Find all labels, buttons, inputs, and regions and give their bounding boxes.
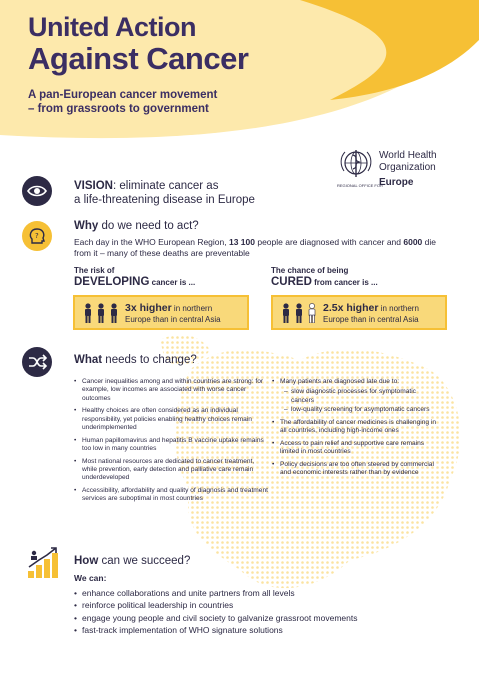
list-item: • The affordability of cancer medicines is challenging in all countries, including high-income ones: [272, 419, 437, 436]
cure-title-big: CURED: [271, 275, 312, 288]
why-diagnosed-count: 13 100: [228, 237, 255, 247]
risk-title-end: cancer is ...: [149, 277, 196, 287]
head-question-icon: [22, 221, 52, 251]
sub-list-item: – slow diagnostic processes for symptomatic cancers: [284, 388, 437, 405]
people-icon: [83, 303, 121, 323]
subtitle-line-1: A pan-European cancer movement: [28, 89, 218, 101]
risk-stat-bold: 3x higher: [125, 302, 172, 314]
why-heading: [74, 220, 199, 232]
cure-title-small: The chance of being: [271, 266, 349, 275]
title-line-1: United Action: [28, 12, 196, 42]
list-item: • Cancer inequalities among and within countries are strong: for example, low incomes are associated with worse cancer outcomes: [74, 378, 270, 403]
svg-text:?: ?: [35, 232, 39, 240]
what-heading-rest: needs to change?: [102, 354, 197, 366]
people-icon: [281, 303, 319, 323]
cure-stat-rest-1: in northern: [378, 304, 419, 313]
vision-text-line-2: a life-threatening disease in Europe: [74, 194, 255, 207]
growth-chart-icon: [26, 545, 60, 579]
late-diagnosis-intro: Many patients are diagnosed late due to:: [280, 378, 400, 385]
list-item: • engage young people and civil society to galvanize grassroot movements: [74, 612, 357, 624]
how-heading: [74, 555, 190, 567]
late-diagnosis-sublist: [284, 388, 437, 414]
list-item: • Policy decisions are too often steered by commercial and economic interests rather than by evidence: [272, 461, 437, 478]
why-body: [74, 237, 454, 259]
list-item: [272, 378, 437, 415]
what-heading: [74, 354, 197, 366]
cure-stat-text: [323, 302, 443, 324]
who-emblem-icon: [337, 147, 375, 179]
vision-label: VISION: [74, 180, 113, 192]
who-name-line-1: World Health: [379, 150, 437, 161]
why-body-part-1: Each day in the WHO European Region,: [74, 237, 229, 247]
who-region: Europe: [379, 177, 414, 188]
list-item: • Accessibility, affordability and quality of diagnosis and treatment services are suboptimal in most countries: [74, 487, 270, 504]
page-subtitle: [28, 88, 308, 117]
risk-stat-text: [125, 302, 245, 324]
cure-stat-box: [271, 295, 447, 330]
list-item: • enhance collaborations and unite partners from all levels: [74, 587, 357, 599]
what-right-list: [272, 378, 437, 481]
list-item: • reinforce political leadership in countries: [74, 599, 357, 611]
risk-title-small: The risk of: [74, 266, 115, 275]
how-heading-bold: How: [74, 555, 99, 567]
cure-stat-bold: 2.5x higher: [323, 302, 379, 314]
vision-statement: [74, 179, 304, 208]
risk-stat-rest-2: Europe than in central Asia: [125, 314, 221, 324]
title-line-2: Against Cancer: [28, 41, 249, 76]
why-body-part-3: die from it – many of these deaths are preventable: [74, 237, 437, 259]
why-heading-bold: Why: [74, 220, 99, 232]
vision-eye-icon: [22, 176, 52, 206]
risk-stat-box: [73, 295, 249, 330]
list-item: • Human papillomavirus and hepatitis B vaccine uptake remains too low in many countries: [74, 437, 270, 454]
risk-title: [74, 266, 195, 289]
how-intro: We can:: [74, 573, 107, 583]
how-heading-rest: can we succeed?: [98, 555, 191, 567]
vision-text-line-1: : eliminate cancer as: [112, 180, 219, 192]
what-heading-bold: What: [74, 354, 103, 366]
risk-title-big: DEVELOPING: [74, 275, 150, 288]
who-logo: [337, 147, 462, 191]
why-death-count: 6000: [403, 237, 423, 247]
list-item: • Access to pain relief and supportive care remains limited in most countries: [272, 440, 437, 457]
list-item: • Most national resources are dedicated to cancer treatment, while prevention, early detection and palliative care remain underdeveloped: [74, 458, 270, 483]
list-item: • fast-track implementation of WHO signature solutions: [74, 624, 357, 636]
list-item: • Healthy choices are often considered as an individual responsibility, yet policies enabling healthy choices remain underimplemented: [74, 407, 270, 432]
who-name: [379, 150, 469, 174]
why-body-part-2: people are diagnosed with cancer and: [254, 237, 404, 247]
risk-stat-rest-1: in northern: [171, 304, 213, 313]
subtitle-line-2: – from grassroots to government: [28, 103, 209, 116]
sub-list-item: – low-quality screening for asymptomatic cancers: [284, 406, 437, 414]
why-heading-rest: do we need to act?: [98, 220, 199, 232]
shuffle-icon: [22, 347, 52, 377]
cure-title-end: from cancer is ...: [311, 277, 378, 287]
who-regional-office: REGIONAL OFFICE FOR: [337, 183, 383, 188]
how-list: [74, 587, 357, 636]
cure-stat-rest-2: Europe than in central Asia: [323, 314, 419, 324]
page-title: [28, 14, 248, 74]
cure-title: [271, 266, 378, 289]
what-left-list: [74, 378, 270, 508]
who-name-line-2: Organization: [379, 162, 436, 173]
